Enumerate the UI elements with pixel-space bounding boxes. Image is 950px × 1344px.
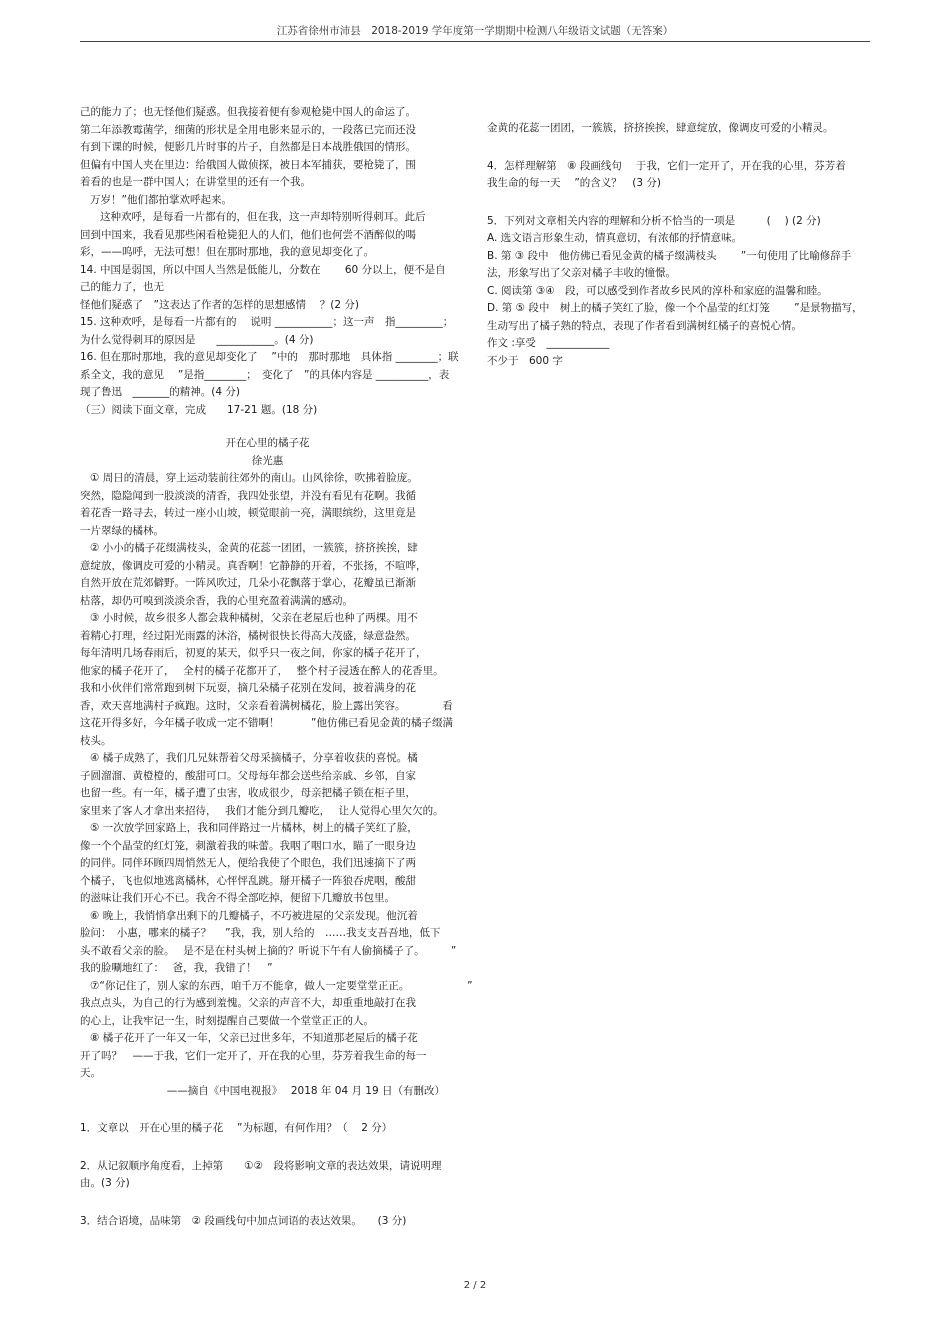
text-line: 的心上，让我牢记一生，时刻提醒自己要做一个堂堂正正的人。 (80, 1014, 374, 1027)
article-paragraph-3 (80, 610, 455, 750)
text-line: 香，欢天喜地满村子疯跑。这时，父亲看着满树橘花，脸上露出笑容。 看 (80, 699, 453, 712)
paragraph-continued (80, 104, 455, 192)
text-line: 我生命的每一天 ”的含义？ (3 分) (487, 177, 661, 189)
article-paragraph-6 (80, 908, 455, 978)
option-b (487, 248, 867, 283)
text-line: B. 第 ③ 段中 他仿佛已看见金黄的橘子缀满枝头 ”一句使用了比喻修辞手 (487, 249, 852, 262)
text-line: ③ 小时候，故乡很多人都会栽种橘树，父亲在老屋后也种了两棵。用不 (90, 612, 418, 624)
text-line: 意绽放，像调皮可爱的小精灵。真香啊！它静静的开着，不张扬，不喧哗， (80, 559, 427, 572)
text-line: 每年清明几场春雨后，初夏的某天，似乎只一夜之间，你家的橘子花开了， (80, 647, 427, 659)
essay-prompt: 作文 :享受 ____________ (487, 337, 610, 349)
text-line: 着花香一路寻去，转过一座小山坡，顿觉眼前一亮，满眼缤纷，这里竟是 (80, 507, 416, 519)
text-line: 这花开得多好，今年橘子收成一定不错啊！ ”他仿佛已看见金黄的橘子缀满 (80, 717, 453, 729)
article-title: 开在心里的橘子花 (225, 437, 310, 449)
question-14 (80, 262, 455, 315)
text-line: 4．怎样理解第 ⑧ 段画线句 于我，它们一定开了，开在我的心里，芬芳着 (487, 159, 846, 172)
text-line: ⑥ 晚上，我悄悄拿出剩下的几瓣橘子，不巧被进屋的父亲发现。他沉着 (90, 909, 418, 922)
text-line: ④ 橘子成熟了，我们几兄妹帮着父母采摘橘子，分享着收获的喜悦。橘 (90, 752, 418, 764)
question-3: 3．结合语境，品味第 ② 段画线句中加点词语的表达效果。 (3 分) (80, 1214, 407, 1227)
text-line: 系全文，我的意见 ”是指________； 变化了 ”的具体内容是 __________，表 (80, 368, 450, 381)
header-rule (80, 41, 870, 42)
text-line: 他家的橘子花开了， 全村的橘子花都开了， 整个村子浸透在醉人的花香里。 (80, 664, 444, 677)
text-line: 现了鲁迅 _______的精神。(4 分) (80, 386, 240, 398)
text-line: 像一个个晶莹的红灯笼，刺激着我的味蕾。我咽了咽口水，瞄了一眼身边 (80, 839, 416, 852)
text-line: 枯落，却仍可嗅到淡淡余香，我的心里充盈着满满的感动。 (80, 594, 353, 607)
option-c: C. 阅读第 ③④ 段，可以感受到作者故乡民风的淳朴和家庭的温馨和睦。 (487, 284, 828, 297)
article-author: 徐光惠 (251, 454, 284, 467)
text-line: ① 周日的清晨，穿上运动装前往郊外的南山。山风徐徐，吹拂着脸庞。 (90, 472, 418, 484)
text-line: 突然，隐隐闻到一股淡淡的清香，我四处张望，并没有看见有花啊。我循 (80, 489, 416, 502)
left-column (80, 104, 473, 1230)
question-1: 1．文章以 开在心里的橘子花 ”为标题，有何作用？（ 2 分） (80, 1122, 393, 1134)
text-line: 己的能力了；也无怪他们疑惑。但我接着便有参观枪毙中国人的命运了。 (80, 106, 416, 118)
text-line: 一片翠绿的橘林。 (80, 524, 164, 537)
text-line: 2．从记叙顺序角度看，上掉第 ①② 段将影响文章的表达效果，请说明理 (80, 1159, 442, 1172)
article-paragraph-4 (80, 750, 455, 820)
text-line: 枝头。 (80, 734, 112, 747)
question-16 (80, 349, 459, 402)
question-15 (80, 314, 455, 349)
right-column (487, 120, 867, 370)
text-line: 脸问： 小惠，哪来的橘子？ ”我，我，别人给的 ……我支支吾吾地，低下 (80, 927, 441, 939)
text-line: ⑦“你记住了，别人家的东西，咱千万不能拿，做人一定要堂堂正正。 ” (90, 979, 473, 992)
text-line: 但偏有中国人夹在里边：给俄国人做侦探，被日本军捕获，要枪毙了，围 (80, 158, 416, 171)
text-line: 由。(3 分) (80, 1177, 130, 1189)
text-line: D. 第 ⑤ 段中 树上的橘子笑红了脸，像一个个晶莹的红灯笼 ”是景物描写， (487, 302, 863, 314)
text-line: 我和小伙伴们常常跑到树下玩耍，摘几朵橘子花别在发间，披着满身的花 (80, 682, 416, 694)
article-paragraph-8 (80, 1030, 455, 1083)
option-a: A. 选文语言形象生动，情真意切，有浓郁的抒情意味。 (487, 232, 743, 244)
text-line: 头不敢看父亲的脸。 是不是在村头树上摘的？听说下午有人偷摘橘子了。 ” (80, 944, 457, 957)
text-line: 子圆溜溜、黄橙橙的，酸甜可口。父母每年都会送些给亲戚、乡邻，自家 (80, 769, 416, 782)
text-line: 个橘子，飞也似地逃离橘林，心怦怦乱跳。掰开橘子一阵狼吞虎咽，酸甜 (80, 874, 416, 887)
text-line: 我的脸唰地红了： 爸，我，我错了！ ” (80, 962, 273, 974)
text-line: 万岁！”他们都拍掌欢呼起来。 (90, 193, 232, 206)
text-line: 彩，——呜呼，无法可想！但在那时那地，我的意见却变化了。 (80, 246, 374, 258)
article-paragraph-1 (80, 470, 455, 540)
text-line: 天。 (80, 1067, 101, 1079)
text-line: 开了吗？ ——于我，它们一定开了，开在我的心里，芬芳着我生命的每一 (80, 1049, 427, 1062)
page-header: 江苏省徐州市沛县 2018-2019 学年度第一学期期中检测八年级语文试题（无答案） (276, 25, 674, 37)
page-number: 2 / 2 (463, 1280, 487, 1291)
text-line: 生动写出了橘子熟的特点，表现了作者看到满树红橘子的喜悦心情。 (487, 319, 802, 332)
text-line: 自然开放在荒郊僻野。一阵风吹过，几朵小花飘落于掌心，花瓣虽已渐渐 (80, 577, 416, 589)
paragraph (80, 209, 455, 262)
article-paragraph-2 (80, 540, 455, 610)
text-line: ⑧ 橘子花开了一年又一年，父亲已过世多年，不知道那老屋后的橘子花 (90, 1032, 418, 1044)
text-line: ② 小小的橘子花缀满枝头，金黄的花蕊一团团，一簇簇，挤挤挨挨，肆 (90, 542, 418, 554)
text-line: 回到中国来，我看见那些闲看枪毙犯人的人们，他们也何尝不酒醉似的喝 (80, 228, 416, 241)
text-line: 为什么觉得刺耳的原因是 ___________。(4 分) (80, 333, 314, 346)
text-line: 着看的也是一群中国人；在讲堂里的还有一个我。 (80, 176, 311, 188)
essay-requirement: 不少于 600 字 (487, 354, 563, 367)
text-line: 的滋味让我们开心不已。我舍不得全部吃掉，便留下几瓣放书包里。 (80, 892, 395, 904)
text-line: 有到下课的时候，便影几片时事的片子，自然都是日本战胜俄国的情形。 (80, 141, 416, 153)
question-2 (80, 1158, 455, 1193)
text-line: 我点点头，为自己的行为感到羞愧。父亲的声音不大，却重重地敲打在我 (80, 997, 416, 1009)
text-line: 16. 但在那时那地，我的意见却变化了 ”中的 那时那地 具体指 ________；联 (80, 351, 459, 363)
text-line: 己的能力了，也无 (80, 281, 164, 293)
article-paragraph-5 (80, 820, 455, 908)
text-line: 着精心打理，经过阳光雨露的沐浴，橘树很快长得高大茂盛，绿意盎然。 (80, 629, 416, 642)
text-line: 这种欢呼，是每看一片都有的，但在我，这一声却特别听得刺耳。此后 (100, 211, 426, 223)
text-line: 的同伴。同伴环顾四周悄然无人，便给我使了个眼色，我们迅速摘下了两 (80, 857, 416, 869)
text-line: 金黄的花蕊一团团，一簇簇，挤挤挨挨，肆意绽放，像调皮可爱的小精灵。 (487, 122, 834, 134)
section-heading: （三）阅读下面文章，完成 17-21 题。(18 分) (80, 403, 318, 416)
text-line: ⑤ 一次放学回家路上，我和同伴路过一片橘林，树上的橘子笑红了脸， (90, 822, 418, 834)
text-line: 第二年添教霉菌学，细菌的形状是全用电影来显示的，一段落已完而还没 (80, 123, 416, 136)
article-paragraph-7 (80, 978, 473, 1031)
question-4 (487, 158, 867, 193)
article-source: ——摘自《中国电视报》 2018 年 04 月 19 日（有删改） (166, 1084, 445, 1097)
text-line: 15. 这种欢呼，是每看一片都有的 说明 ___________；这一声 指_________； (80, 316, 454, 328)
text-line: 也留一些。有一年，橘子遭了虫害，收成很少，母亲把橘子锁在柜子里， (80, 787, 416, 799)
text-line: 家里来了客人才拿出来招待， 我们才能分到几瓣吃， 让人觉得心里欠欠的。 (80, 804, 444, 817)
text-line: 怪他们疑惑了 ”这表达了作者的怎样的思想感情 ？(2 分) (80, 298, 359, 311)
text-line: 14. 中国是弱国，所以中国人当然是低能儿，分数在 60 分以上，便不是自 (80, 263, 446, 276)
option-d (487, 300, 867, 335)
question-5: 5．下列对文章相关内容的理解和分析不恰当的一项是 ( ) (2 分) (487, 214, 821, 227)
text-line: 法，形象写出了父亲对橘子丰收的憧憬。 (487, 267, 676, 279)
